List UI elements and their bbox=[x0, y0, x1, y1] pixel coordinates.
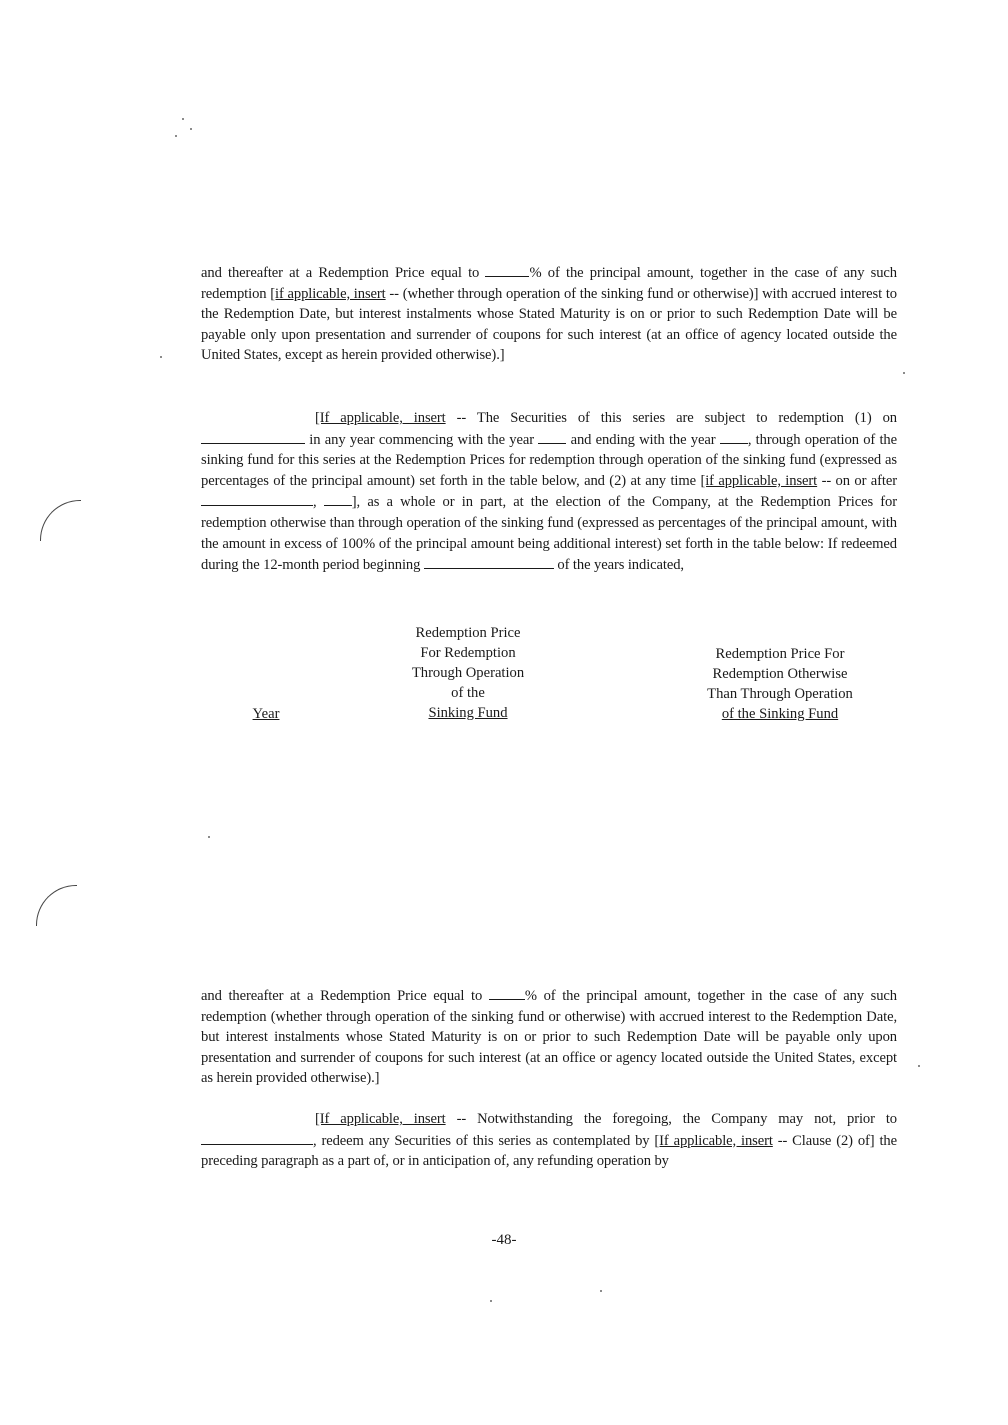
scan-speck bbox=[208, 836, 210, 838]
scan-speck bbox=[160, 356, 162, 358]
scan-speck bbox=[490, 1300, 492, 1302]
column-heading-line: Redemption Price For bbox=[715, 646, 845, 662]
blank-line bbox=[424, 554, 554, 569]
insert-marker: [If applicable, insert bbox=[654, 1132, 773, 1149]
text: , through operation of the sinking fund for this series at the Redemption Prices for redemption through operation of the sinking fund (expressed as percentages of the principal amount) set forth in the table below, and (2) at any time bbox=[201, 431, 898, 489]
text: and ending with the year bbox=[566, 431, 720, 448]
blank-line bbox=[201, 429, 305, 444]
table-header-year bbox=[230, 704, 302, 724]
blank-line bbox=[201, 491, 313, 506]
text: % of the principal amount, together in the case of any such redemption (whether through operation of the sinking fund or otherwise) with accrued interest to the Redemption Date, but interest instalments whose Stated Maturity is on or prior to such Redemption Date will be payable only upon presentation and surrender of coupons for such interest (at an office or agency located outside the United States, except as herein provided otherwise).] bbox=[201, 988, 897, 1087]
text: -- on or after bbox=[817, 472, 898, 489]
blank-line bbox=[485, 262, 529, 277]
text: -- The Securities of this series are subject to redemption (1) on bbox=[445, 410, 897, 426]
column-heading-line: For Redemption bbox=[420, 645, 516, 661]
scan-mark bbox=[40, 500, 81, 541]
paragraph-refunding-restriction bbox=[201, 1109, 897, 1172]
text: , redeem any Securities of this series as contemplated by bbox=[313, 1132, 655, 1149]
scan-speck bbox=[182, 118, 184, 120]
insert-marker: [if applicable, insert bbox=[700, 472, 818, 489]
text: -- (whether through operation of the sinking fund or otherwise)] with accrued interest to the Redemption Date, but interest instalments whose Stated Maturity is on or prior to such Redemption Date will be payable only upon presentation and surrender of coupons for such interest (at an office of agency located outside the United States, except as herein provided otherwise).] bbox=[201, 285, 897, 364]
paragraph-redemption-price-1 bbox=[201, 262, 897, 366]
column-heading-line: Through Operation bbox=[411, 665, 525, 681]
column-heading-line: Sinking Fund bbox=[428, 705, 508, 721]
scan-speck bbox=[918, 1065, 920, 1067]
paragraph-redemption-price-2 bbox=[201, 985, 897, 1089]
insert-marker: [if applicable, insert bbox=[270, 285, 386, 302]
table-header-sinking-fund-price bbox=[378, 623, 558, 723]
column-heading-line: of the bbox=[451, 685, 485, 701]
text: ], as a whole or in part, at the election of the Company, at the Redemption Prices for redemption otherwise than through operation of the sinking fund (expressed as percentages of the principal amount, with the amount in excess of 100% of the principal amount being additional interest) set forth in the table below: If redeemed during the 12-month period beginning bbox=[201, 494, 897, 574]
scan-speck bbox=[903, 372, 905, 374]
page-number: -48- bbox=[491, 1232, 517, 1248]
text: , bbox=[313, 494, 324, 511]
text: and thereafter at a Redemption Price equal to bbox=[201, 265, 486, 281]
column-heading: Year bbox=[252, 706, 280, 722]
blank-line bbox=[720, 429, 748, 444]
column-heading-line: Redemption Price bbox=[415, 625, 521, 641]
column-heading-line: of the Sinking Fund bbox=[721, 706, 839, 722]
text: and thereafter at a Redemption Price equal to bbox=[201, 988, 489, 1004]
insert-marker: [If applicable, insert bbox=[315, 1111, 446, 1127]
text: % of the principal amount, together in the case of any such redemption bbox=[201, 265, 897, 302]
paragraph-sinking-fund-redemption bbox=[201, 408, 897, 576]
blank-line bbox=[324, 491, 352, 506]
blank-line bbox=[538, 429, 566, 444]
blank-line bbox=[201, 1130, 313, 1145]
table-header-otherwise-price bbox=[672, 644, 888, 724]
scan-mark bbox=[36, 885, 77, 926]
column-heading-line: Than Through Operation bbox=[707, 686, 853, 702]
insert-marker: [If applicable, insert bbox=[315, 410, 446, 426]
text: in any year commencing with the year bbox=[305, 431, 539, 448]
column-heading-line: Redemption Otherwise bbox=[712, 666, 848, 682]
text: -- Notwithstanding the foregoing, the Company may not, prior to bbox=[445, 1111, 897, 1127]
blank-line bbox=[489, 985, 525, 1000]
scan-speck bbox=[600, 1290, 602, 1292]
scan-speck bbox=[175, 135, 177, 137]
scan-speck bbox=[190, 128, 192, 130]
text: -- Clause (2) of] the preceding paragraph as a part of, or in anticipation of, any refunding operation by bbox=[201, 1132, 897, 1170]
text: of the years indicated, bbox=[553, 557, 684, 574]
